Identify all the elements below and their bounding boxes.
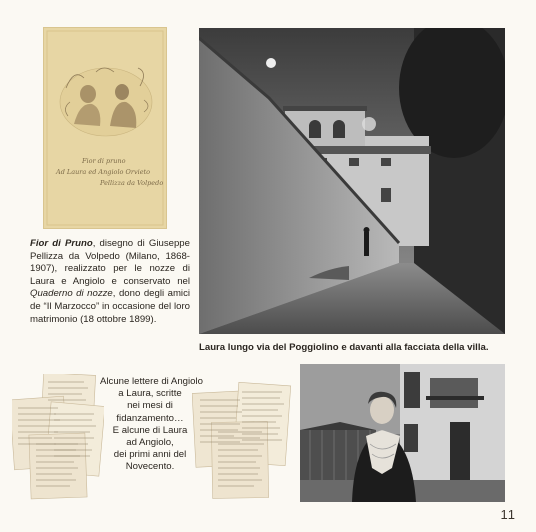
laura-portrait-photo xyxy=(300,364,505,502)
drawing-inscription xyxy=(44,156,166,189)
drawing-fior-di-pruno xyxy=(44,28,166,228)
laura-portrait-image xyxy=(300,364,505,502)
drawing-caption xyxy=(30,238,190,326)
letters-angiolo-photo xyxy=(12,374,104,500)
letters-caption xyxy=(100,376,203,474)
letters-laura-image xyxy=(192,382,292,500)
villa-caption: Laura lungo via del Poggiolino e davanti alla facciata della villa. xyxy=(199,342,489,353)
page-number: 11 xyxy=(500,507,516,522)
drawing-caption-italic: Quaderno di nozze xyxy=(30,288,113,300)
letters-laura-photo xyxy=(192,382,292,500)
inscription-line: Pellizza da Volpedo xyxy=(100,179,164,187)
drawing-caption-text-2: , dono degli amici de “Il Marzocco” in occasione del loro matrimonio (18 ottobre 1899). xyxy=(30,288,190,325)
letters-caption-line: Alcune lettere di Angiolo xyxy=(100,376,203,387)
letters-angiolo-image xyxy=(12,374,104,500)
letters-caption-line: ad Angiolo, xyxy=(126,437,174,449)
drawing-caption-text: , disegno di Giuseppe Pellizza da Volpedo (Milano, 1868-1907), realizzato per le nozze di Laura e Angiolo e conservato nel xyxy=(30,238,190,287)
letters-caption-line: nei mesi di xyxy=(127,400,173,412)
inscription-line: Fior di pruno xyxy=(82,157,126,165)
inscription-line: Ad Laura ed Angiolo Orvieto xyxy=(56,168,151,176)
letters-caption-line: Novecento. xyxy=(125,461,175,473)
drawing-title: Fior di Pruno xyxy=(30,238,93,249)
villa-street-image xyxy=(199,28,505,334)
letters-caption-line: a Laura, scritte xyxy=(118,388,182,400)
villa-street-photo xyxy=(199,28,505,334)
letters-caption-line: dei primi anni del xyxy=(113,449,187,461)
drawing-illustration xyxy=(44,28,166,228)
letters-caption-line: E alcune di Laura xyxy=(112,424,188,436)
letters-caption-line: fidanzamento… xyxy=(116,412,184,424)
